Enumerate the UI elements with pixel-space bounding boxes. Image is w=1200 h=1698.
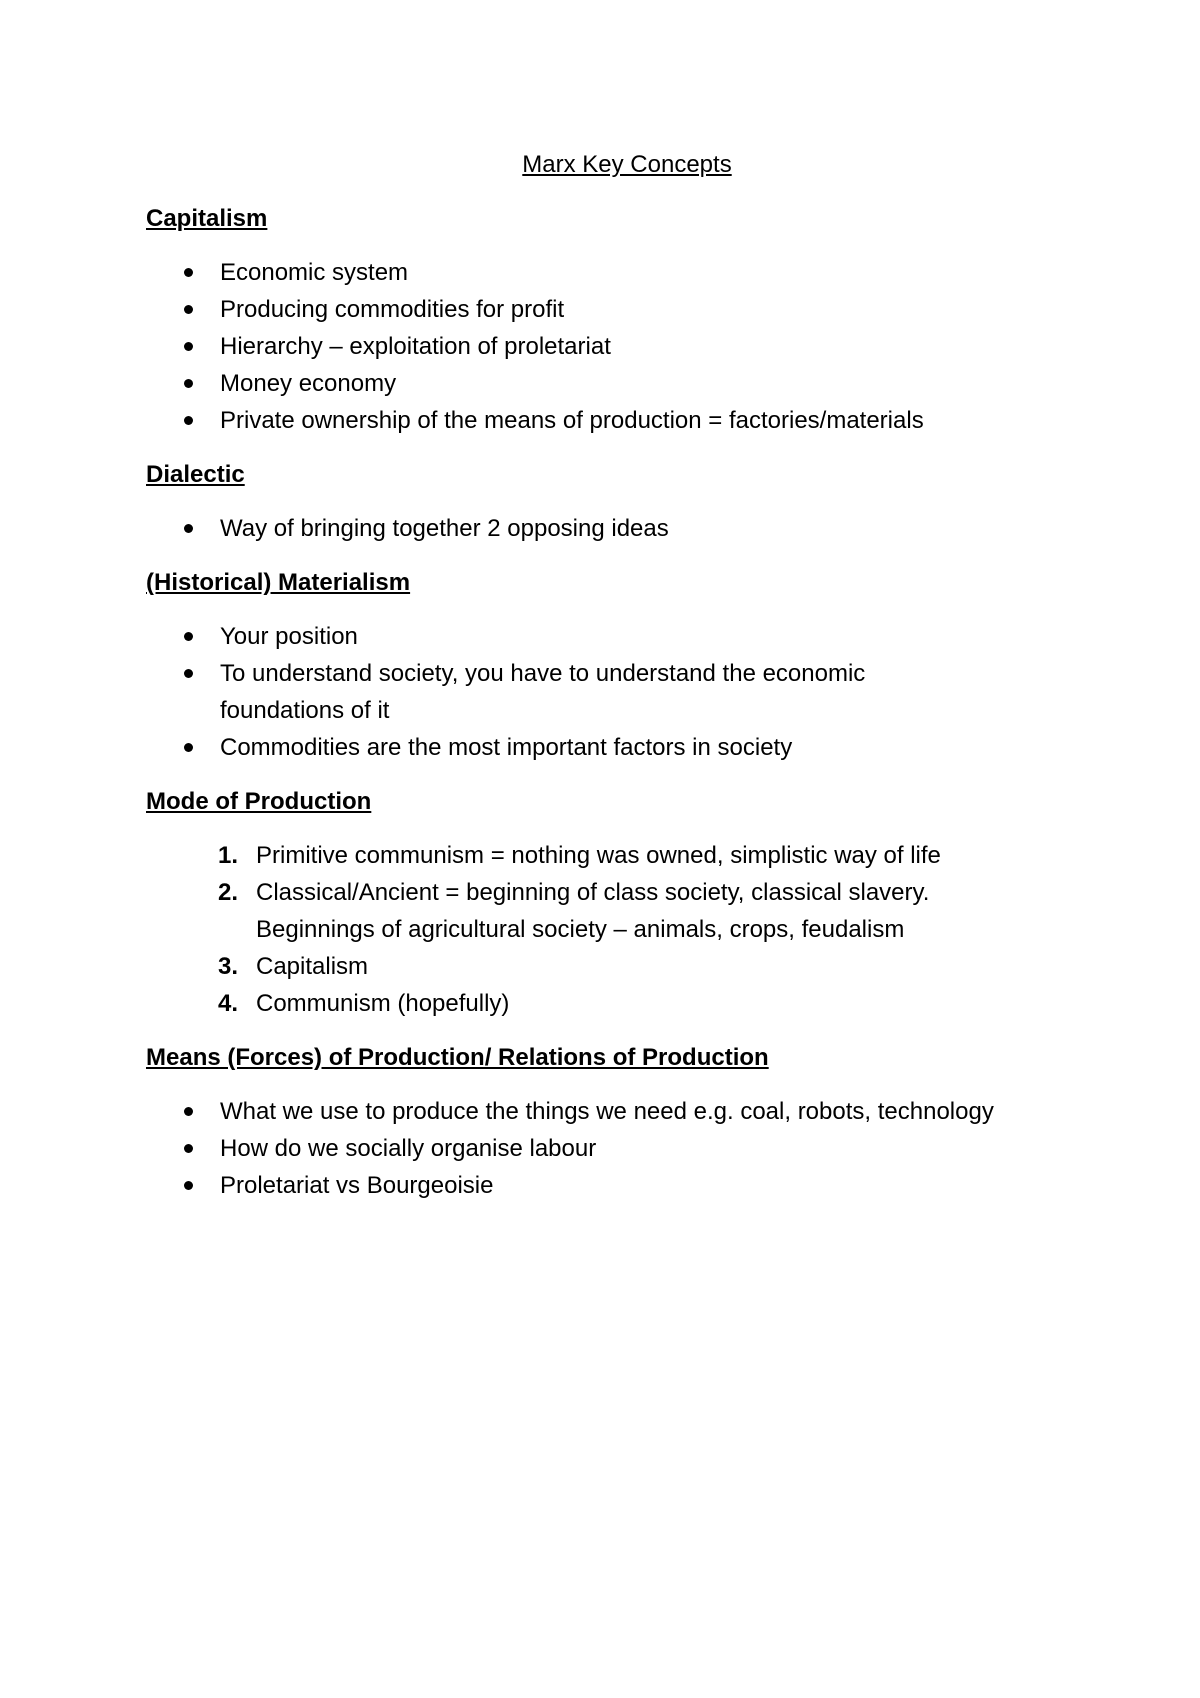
list-item-text: Way of bringing together 2 opposing ideas	[220, 515, 669, 542]
numbered-item	[146, 837, 1046, 874]
list-item-text: Economic system	[220, 259, 409, 286]
bullet-icon	[184, 1181, 193, 1190]
numbered-item-text: Classical/Ancient = beginning of class society, classical slavery. Beginnings of agricultural society – animals, crops, feudalism	[256, 879, 930, 943]
section-heading-materialism: (Historical) Materialism	[146, 569, 411, 596]
section-heading-dialectic: Dialectic	[146, 461, 245, 488]
item-number: 1.	[218, 842, 239, 869]
document-content	[146, 146, 1096, 1221]
list-item	[146, 618, 886, 655]
materialism-list	[146, 618, 886, 766]
capitalism-list	[146, 254, 1096, 439]
means-of-production-list	[146, 1093, 1096, 1204]
list-item	[146, 254, 1096, 291]
bullet-icon	[184, 342, 193, 351]
list-item	[146, 1167, 1096, 1204]
numbered-item-text: Primitive communism = nothing was owned, simplistic way of life	[256, 842, 941, 869]
list-item	[146, 365, 1096, 402]
list-item	[146, 1130, 1096, 1167]
numbered-item	[146, 948, 1046, 985]
bullet-icon	[184, 1144, 193, 1153]
mode-of-production-list	[146, 837, 1046, 1022]
item-number: 3.	[218, 953, 239, 980]
list-item-text: How do we socially organise labour	[220, 1135, 597, 1162]
list-item	[146, 402, 1096, 439]
dialectic-list	[146, 510, 1096, 547]
bullet-icon	[184, 416, 193, 425]
bullet-icon	[184, 268, 193, 277]
section-heading-capitalism: Capitalism	[146, 205, 268, 232]
list-item-text: To understand society, you have to understand the economic foundations of it	[220, 660, 866, 724]
numbered-item	[146, 985, 1046, 1022]
bullet-icon	[184, 669, 193, 678]
bullet-icon	[184, 524, 193, 533]
list-item-text: Your position	[220, 623, 358, 650]
list-item-text: Commodities are the most important factors in society	[220, 734, 793, 761]
item-number: 4.	[218, 990, 239, 1017]
bullet-icon	[184, 1107, 193, 1116]
bullet-icon	[184, 305, 193, 314]
numbered-item-text: Capitalism	[256, 953, 369, 980]
list-item	[146, 729, 886, 766]
bullet-icon	[184, 632, 193, 641]
bullet-icon	[184, 379, 193, 388]
list-item-text: Money economy	[220, 370, 397, 397]
list-item	[146, 1093, 1096, 1130]
list-item-text: Proletariat vs Bourgeoisie	[220, 1172, 494, 1199]
list-item	[146, 328, 1096, 365]
list-item-text: Private ownership of the means of production = factories/materials	[220, 407, 924, 434]
list-item	[146, 291, 1096, 328]
section-heading-mode-of-production: Mode of Production	[146, 788, 372, 815]
list-item	[146, 655, 886, 729]
section-heading-means-of-production: Means (Forces) of Production/ Relations of Production	[146, 1044, 769, 1071]
numbered-item-text: Communism (hopefully)	[256, 990, 510, 1017]
list-item-text: What we use to produce the things we need e.g. coal, robots, technology	[220, 1098, 994, 1125]
item-number: 2.	[218, 879, 239, 906]
document-title: Marx Key Concepts	[522, 151, 732, 178]
list-item	[146, 510, 1096, 547]
list-item-text: Producing commodities for profit	[220, 296, 565, 323]
list-item-text: Hierarchy – exploitation of proletariat	[220, 333, 611, 360]
bullet-icon	[184, 743, 193, 752]
numbered-item	[146, 874, 1046, 948]
